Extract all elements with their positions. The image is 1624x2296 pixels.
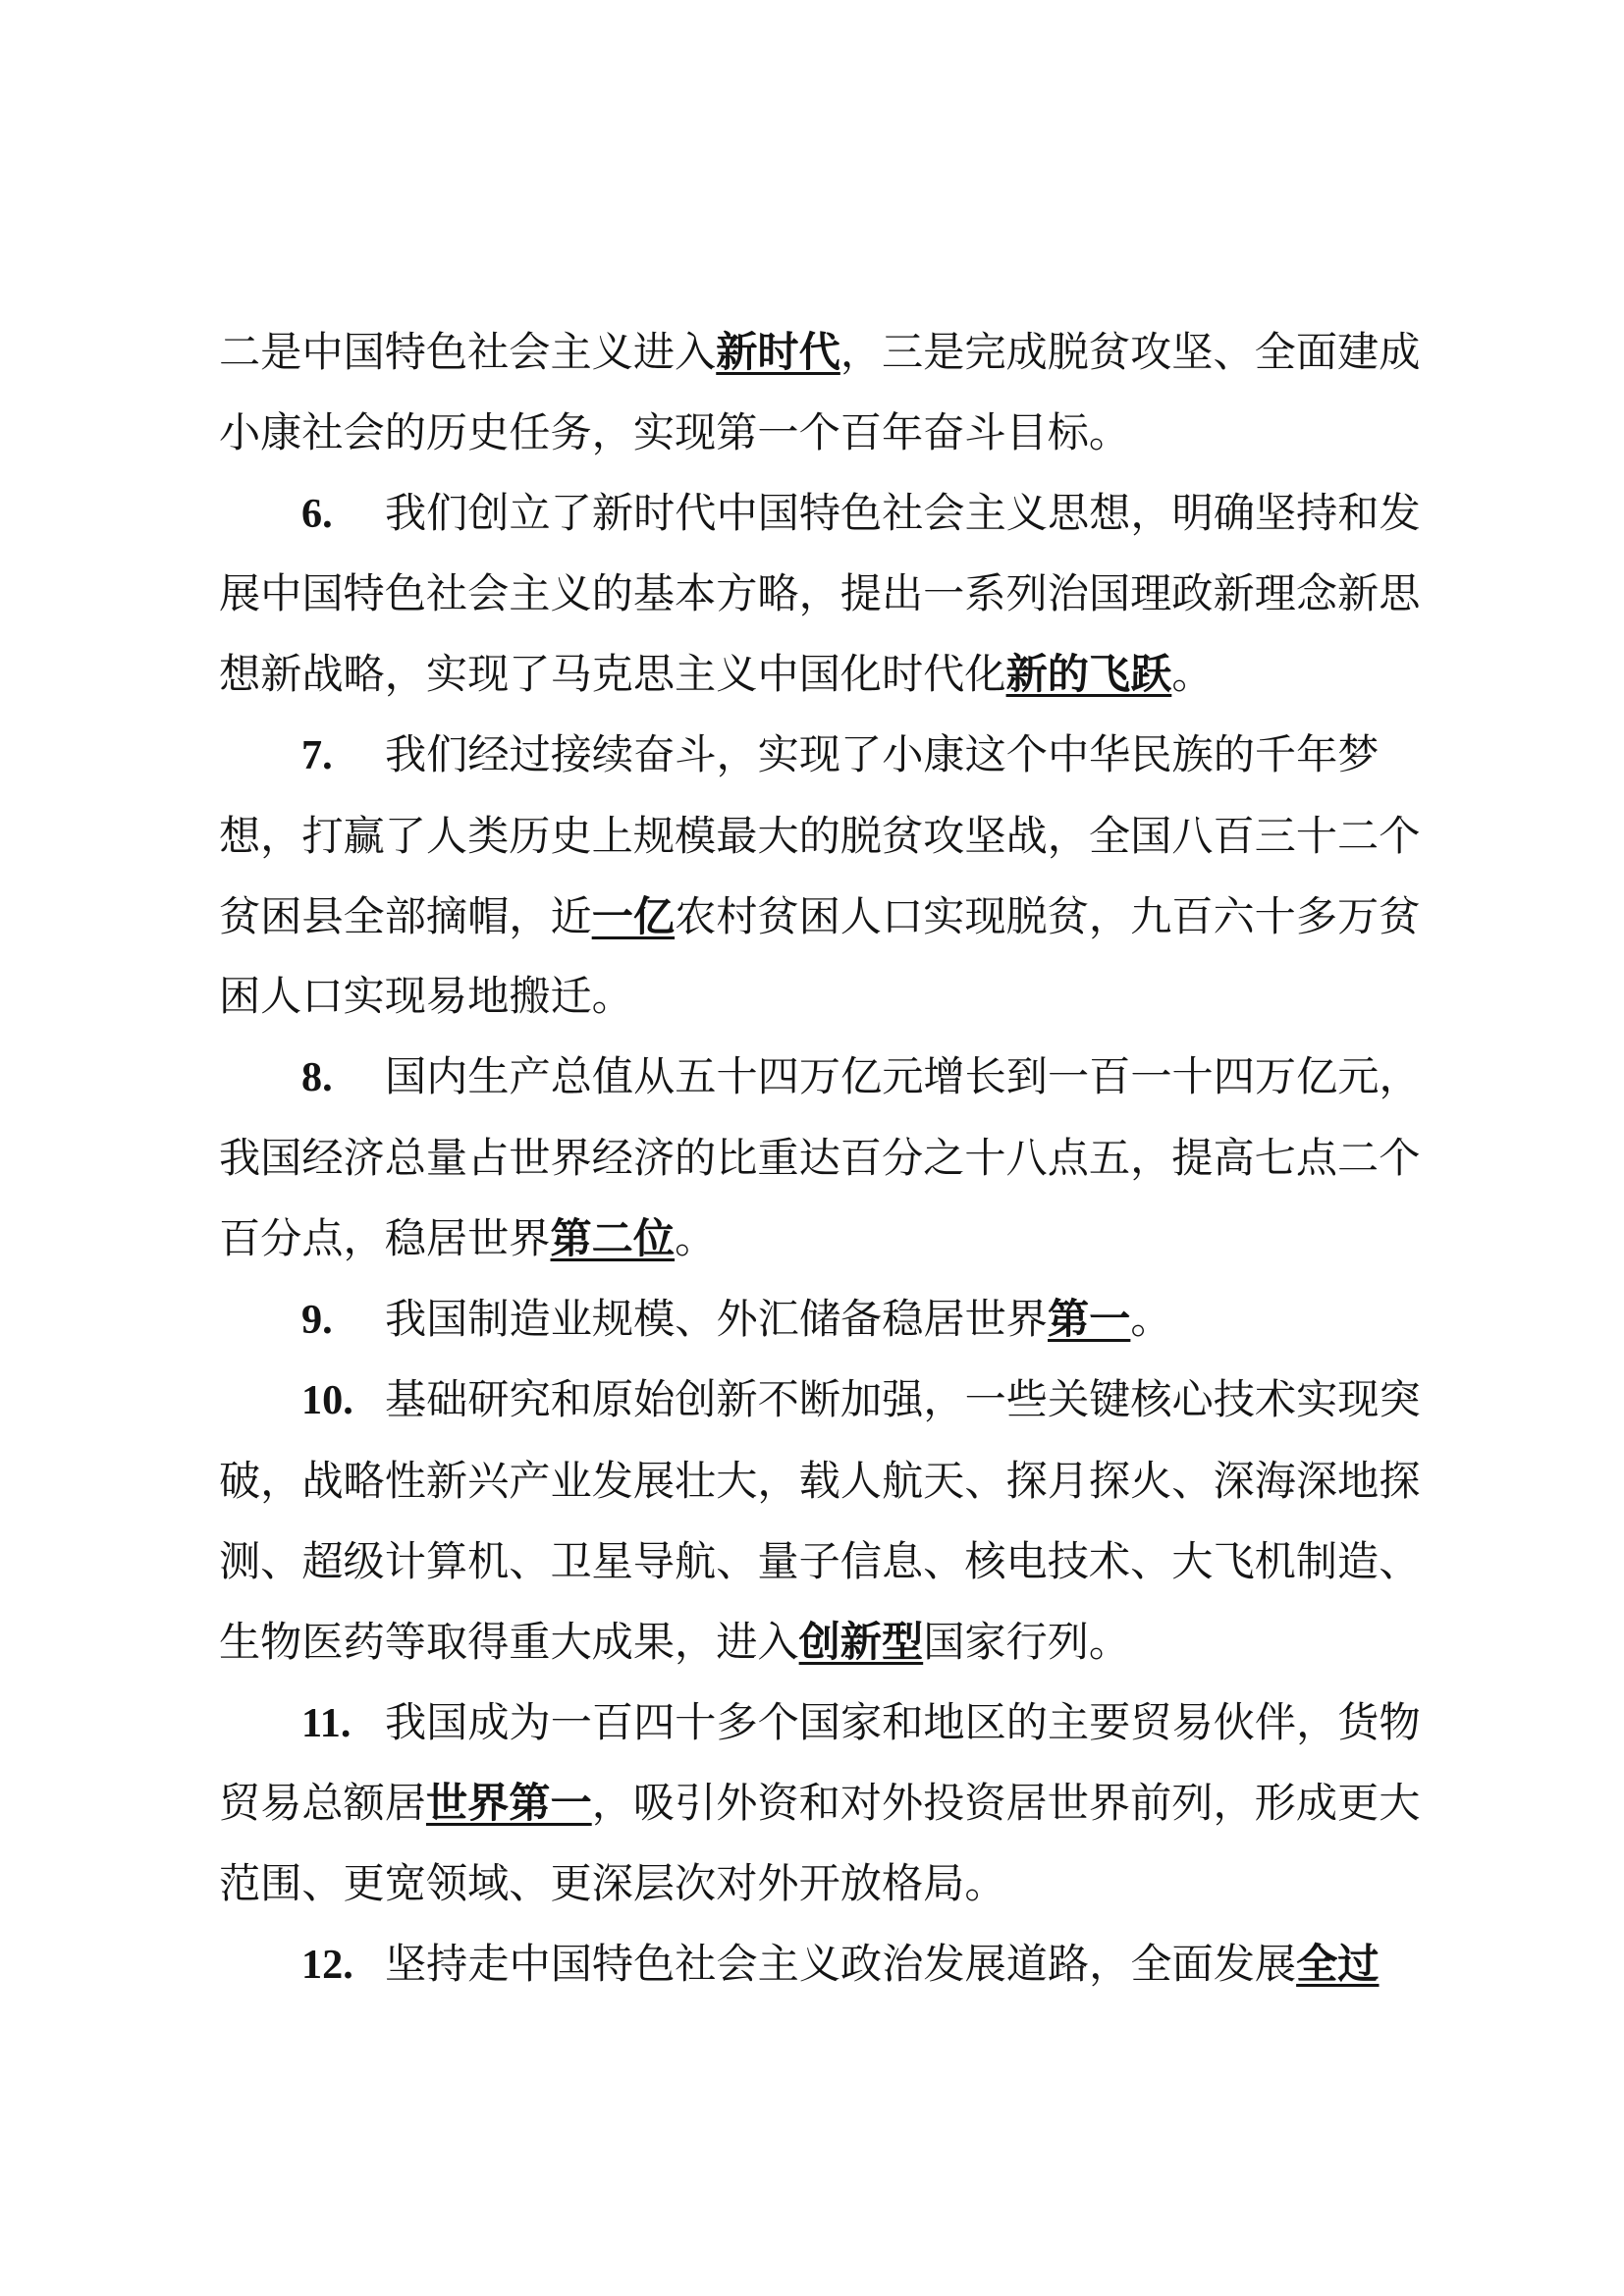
highlighted-keyword: 一亿 bbox=[591, 891, 676, 940]
body-text: 农村贫困人口实现脱贫，九百六十多万贫困人口实现易地搬迁。 bbox=[219, 891, 1421, 1021]
paragraph bbox=[219, 1924, 1436, 2005]
paragraph bbox=[219, 312, 1436, 473]
body-text: ，吸引外资和对外投资居世界前列，形成更大范围、更宽领域、更深层次对外开放格局。 bbox=[219, 1779, 1421, 1908]
paragraph bbox=[219, 1360, 1436, 1682]
paragraph-number: 10. bbox=[301, 1377, 353, 1424]
paragraph bbox=[219, 1279, 1436, 1361]
body-text: 国家行列。 bbox=[923, 1617, 1131, 1666]
body-text: 二是中国特色社会主义进入 bbox=[219, 328, 717, 376]
document-page bbox=[219, 312, 1436, 2005]
body-text: 坚持走中国特色社会主义政治发展道路，全面发展 bbox=[385, 1939, 1297, 1988]
body-text: 。 bbox=[675, 1213, 717, 1262]
paragraph-number: 6. bbox=[301, 490, 333, 537]
body-text: 我国成为一百四十多个国家和地区的主要贸易伙伴，货物贸易总额居 bbox=[219, 1697, 1421, 1828]
highlighted-keyword: 新的飞跃 bbox=[1005, 650, 1172, 699]
paragraph bbox=[219, 473, 1436, 715]
highlighted-keyword: 新时代 bbox=[716, 328, 840, 376]
paragraph-number: 9. bbox=[301, 1296, 333, 1343]
body-text: 。 bbox=[1171, 650, 1214, 699]
highlighted-keyword: 世界第一 bbox=[425, 1779, 592, 1828]
highlighted-keyword: 创新型 bbox=[798, 1617, 924, 1666]
body-text: 我们创立了新时代中国特色社会主义思想，明确坚持和发展中国特色社会主义的基本方略，提出一系列治国理政新理念新思想新战略，实现了马克思主义中国化时代化 bbox=[219, 488, 1421, 699]
paragraph-number: 8. bbox=[301, 1054, 333, 1101]
highlighted-keyword: 第二位 bbox=[550, 1213, 676, 1262]
paragraph bbox=[219, 1682, 1436, 1924]
paragraph-number: 11. bbox=[301, 1699, 352, 1746]
highlighted-keyword: 第一 bbox=[1048, 1294, 1131, 1343]
body-text: 基础研究和原始创新不断加强，一些关键核心技术实现突破，战略性新兴产业发展壮大，载人航天、探月探火、深海深地探测、超级计算机、卫星导航、量子信息、核电技术、大飞机制造、生物医药等取得重大成果，进入 bbox=[219, 1375, 1421, 1666]
paragraph-number: 7. bbox=[301, 731, 333, 778]
body-text: 国内生产总值从五十四万亿元增长到一百一十四万亿元，我国经济总量占世界经济的比重达百分之十八点五，提高七点二个百分点，稳居世界 bbox=[219, 1052, 1421, 1262]
paragraph bbox=[219, 715, 1436, 1037]
paragraph-number: 12. bbox=[301, 1941, 353, 1988]
body-text: 我国制造业规模、外汇储备稳居世界 bbox=[385, 1294, 1048, 1343]
highlighted-keyword: 全过 bbox=[1296, 1939, 1380, 1988]
body-text: ，三是完成脱贫攻坚、全面建成小康社会的历史任务，实现第一个百年奋斗目标。 bbox=[219, 328, 1421, 456]
body-text: 我们经过接续奋斗，实现了小康这个中华民族的千年梦想，打赢了人类历史上规模最大的脱贫攻坚战，全国八百三十二个贫困县全部摘帽，近 bbox=[219, 729, 1421, 940]
body-text: 。 bbox=[1130, 1294, 1172, 1343]
paragraph bbox=[219, 1037, 1436, 1278]
